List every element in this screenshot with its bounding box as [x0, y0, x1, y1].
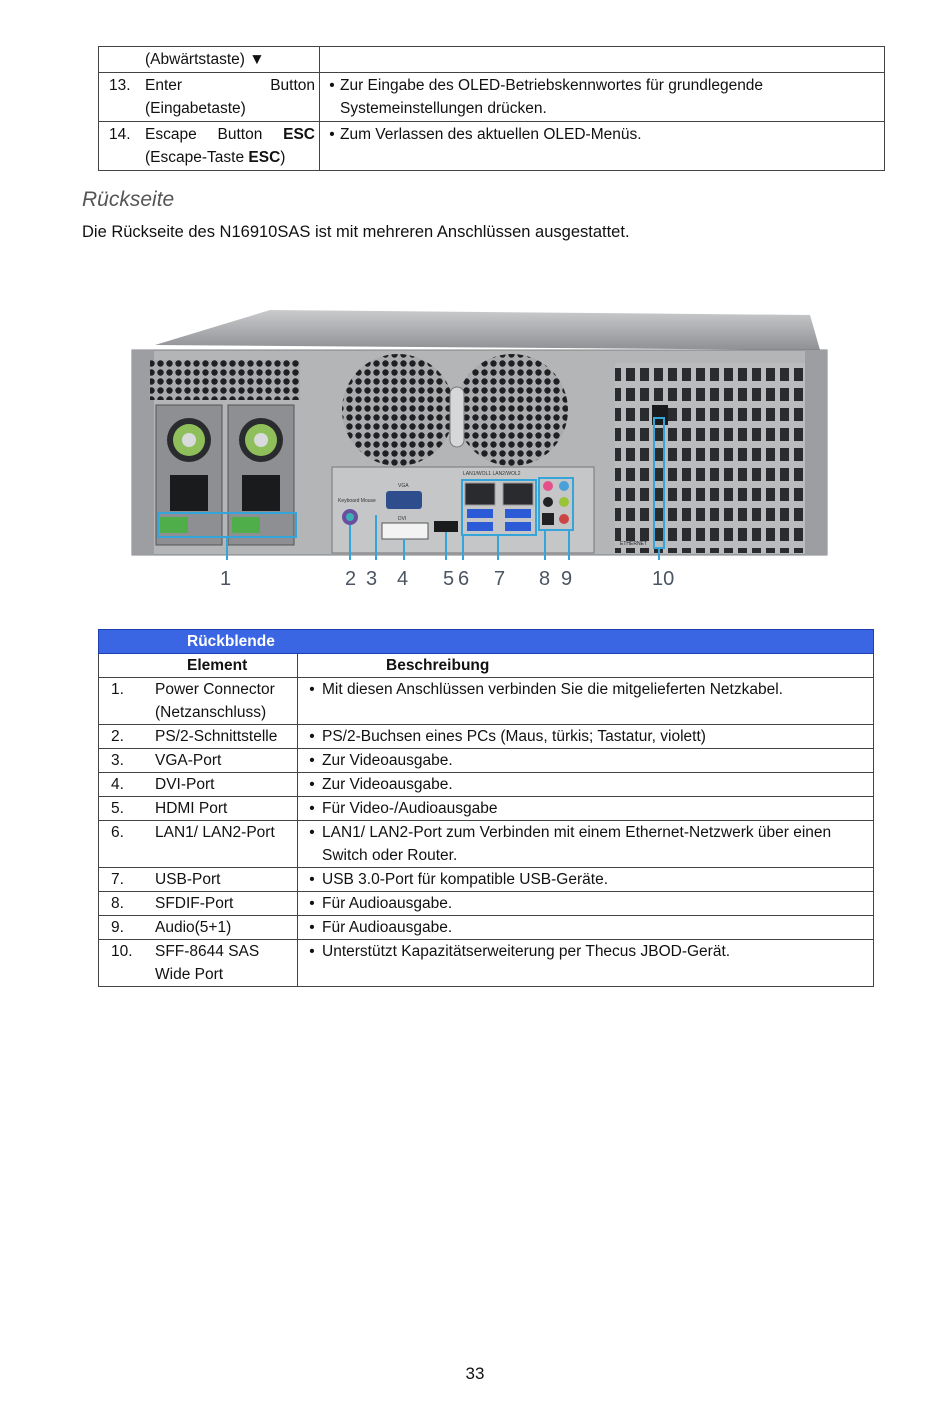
- table-row: 10. SFF-8644 SAS Wide Port • Unterstützt Kapazitätserweiterung per Thecus JBOD-Gerät.: [99, 940, 874, 987]
- usb-port: [467, 509, 493, 518]
- row-number: 1.: [111, 681, 124, 698]
- row-description: PS/2-Buchsen eines PCs (Maus, türkis; Tastatur, violett): [322, 728, 706, 745]
- col-element: Element: [187, 657, 248, 674]
- section-intro: Die Rückseite des N16910SAS ist mit mehreren Anschlüssen ausgestattet.: [82, 223, 630, 241]
- row-element: VGA-Port: [155, 752, 222, 769]
- table-row: 1. Power Connector (Netzanschluss) • Mit diesen Anschlüssen verbinden Sie die mitgelieferten Netzkabel.: [99, 678, 874, 725]
- row-element: Escape: [145, 126, 197, 143]
- row-description: Zur Eingabe des OLED-Betriebskennwortes für grundlegende: [340, 77, 764, 94]
- audio-jack: [543, 481, 553, 491]
- legend-header-row: [99, 654, 874, 678]
- row-description: LAN1/ LAN2-Port zum Verbinden mit einem Ethernet-Netzwerk über einen: [322, 824, 832, 841]
- chassis-top: [155, 310, 820, 350]
- callout-number: 5: [443, 568, 455, 590]
- table-row: 8. SFDIF-Port • Für Audioausgabe.: [99, 892, 874, 916]
- lan-label: LAN1/WOL1 LAN2/WOL2: [463, 471, 521, 477]
- row-description: Für Video-/Audioausgabe: [322, 800, 498, 817]
- button-table: [98, 46, 885, 171]
- row-number: 7.: [111, 871, 124, 888]
- ps2-label: Keyboard Mouse: [338, 498, 376, 504]
- callout-number: 4: [397, 568, 409, 590]
- power-supply-2: [228, 405, 294, 545]
- row-number: 10.: [111, 943, 133, 960]
- row-description: Zur Videoausgabe.: [322, 752, 453, 769]
- section-heading: Rückseite: [82, 188, 175, 211]
- row-number: 8.: [111, 895, 124, 912]
- row-number: 6.: [111, 824, 124, 841]
- col-description: Beschreibung: [386, 657, 490, 674]
- rear-panel-photo: [120, 305, 840, 560]
- legend-table: [98, 629, 874, 987]
- row-number: 13.: [109, 77, 131, 94]
- vga-port: [386, 491, 422, 509]
- table-row: 13. Enter Button (Eingabetaste) • Zur Eingabe des OLED-Betriebskennwortes für grundlegende Systemeinstellungen drücken.: [99, 73, 885, 122]
- callout-number: 3: [366, 568, 378, 590]
- legend-title-row: [99, 630, 874, 654]
- table-row: 7. USB-Port • USB 3.0-Port für kompatible USB-Geräte.: [99, 868, 874, 892]
- power-supply-1: [156, 405, 222, 545]
- row-element: Enter: [145, 77, 183, 94]
- spdif-port: [542, 513, 554, 525]
- chassis-print: ETHERNET: [620, 541, 647, 547]
- legend-title: Rückblende: [187, 633, 275, 650]
- row-number: 9.: [111, 919, 124, 936]
- callout-number: 1: [220, 568, 232, 590]
- fan-1: [342, 354, 454, 466]
- table-row: 4. DVI-Port • Zur Videoausgabe.: [99, 773, 874, 797]
- row-number: 4.: [111, 776, 124, 793]
- row-element: SFF-8644 SAS: [155, 943, 260, 960]
- row-number: 3.: [111, 752, 124, 769]
- row-element: Power Connector: [155, 681, 275, 698]
- callout-number: 8: [539, 568, 551, 590]
- table-row: 14. Escape Button ESC (Escape-Taste ESC) • Zum Verlassen des aktuellen OLED-Menüs.: [99, 122, 885, 171]
- vent-grille: [150, 360, 300, 400]
- expansion-slots: [615, 363, 805, 553]
- hdmi-port: [434, 521, 458, 532]
- row-description: Für Audioausgabe.: [322, 919, 453, 936]
- row-element: USB-Port: [155, 871, 221, 888]
- table-row: 9. Audio(5+1) • Für Audioausgabe.: [99, 916, 874, 940]
- table-row: [99, 47, 885, 73]
- row-element: DVI-Port: [155, 776, 215, 793]
- row-description: Zur Videoausgabe.: [322, 776, 453, 793]
- row-element: LAN1/ LAN2-Port: [155, 824, 275, 841]
- row-element: Audio(5+1): [155, 919, 232, 936]
- row-description: USB 3.0-Port für kompatible USB-Geräte.: [322, 871, 609, 888]
- callout-number: 10: [652, 568, 675, 590]
- dvi-port: [382, 523, 428, 539]
- callout-number: 6: [458, 568, 470, 590]
- fan-2: [456, 354, 568, 466]
- row-number: 2.: [111, 728, 124, 745]
- row-number: 5.: [111, 800, 124, 817]
- row-element: (Abwärtstaste) ▼: [145, 51, 265, 68]
- row-element: SFDIF-Port: [155, 895, 234, 912]
- table-row: 2. PS/2-Schnittstelle • PS/2-Buchsen eines PCs (Maus, türkis; Tastatur, violett): [99, 725, 874, 749]
- callout-numbers: [0, 568, 950, 594]
- row-description: Mit diesen Anschlüssen verbinden Sie die mitgelieferten Netzkabel.: [322, 681, 783, 698]
- callout-number: 7: [494, 568, 506, 590]
- callout-number: 9: [561, 568, 573, 590]
- table-row: 6. LAN1/ LAN2-Port • LAN1/ LAN2-Port zum Verbinden mit einem Ethernet-Netzwerk über einen Switch oder Router.: [99, 821, 874, 868]
- vga-label: VGA: [398, 483, 409, 489]
- row-element: HDMI Port: [155, 800, 228, 817]
- table-row: 3. VGA-Port • Zur Videoausgabe.: [99, 749, 874, 773]
- page-number: 33: [465, 1364, 485, 1383]
- row-element: PS/2-Schnittstelle: [155, 728, 278, 745]
- dvi-label: DVI: [398, 516, 407, 522]
- row-description: Unterstützt Kapazitätserweiterung per Thecus JBOD-Gerät.: [322, 943, 731, 960]
- row-number: 14.: [109, 126, 131, 143]
- callout-number: 2: [345, 568, 357, 590]
- lan1-port: [465, 483, 495, 505]
- table-row: 5. HDMI Port • Für Video-/Audioausgabe: [99, 797, 874, 821]
- row-description: Für Audioausgabe.: [322, 895, 453, 912]
- lan2-port: [503, 483, 533, 505]
- row-description: Zum Verlassen des aktuellen OLED-Menüs.: [340, 126, 642, 143]
